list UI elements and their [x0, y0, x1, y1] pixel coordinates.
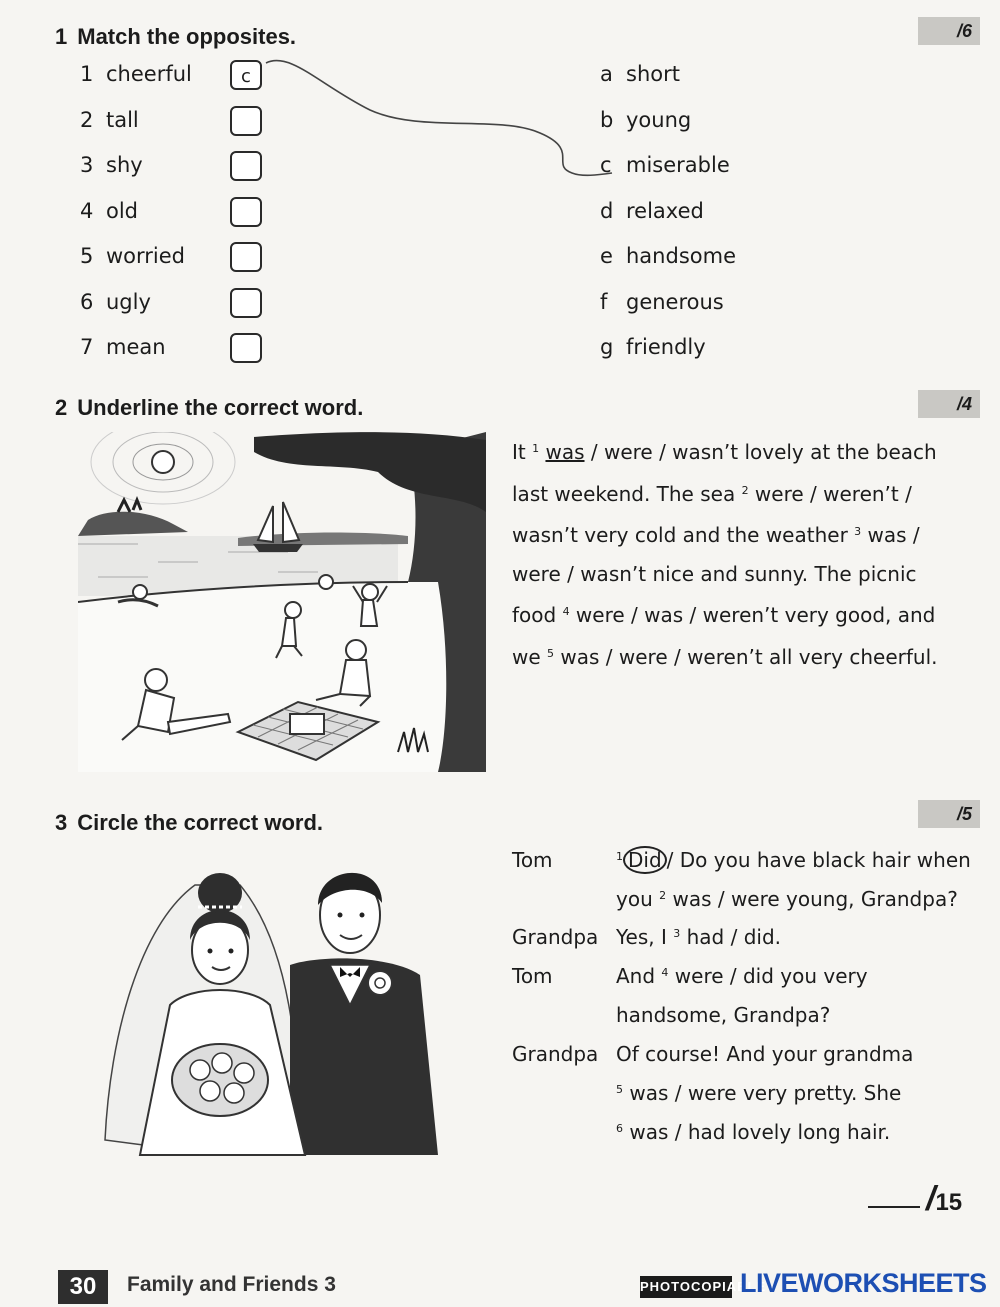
line-options[interactable]: was / were / weren’t all very cheerful.: [554, 644, 938, 669]
match-option: [600, 244, 736, 268]
item-word: worried: [106, 244, 186, 268]
line-text[interactable]: Yes, I: [616, 925, 674, 949]
line-text[interactable]: was / had lovely long hair.: [623, 1120, 891, 1144]
line-options[interactable]: were / weren’t /: [748, 481, 912, 506]
dialogue-line: [616, 1081, 901, 1105]
underlined-answer[interactable]: was: [545, 440, 585, 464]
item-word: shy: [106, 153, 143, 177]
line-options[interactable]: was / were young, Grandpa?: [666, 887, 958, 911]
option-word: short: [626, 62, 680, 86]
answer-box[interactable]: [230, 288, 262, 318]
ball-icon: [319, 575, 333, 589]
match-item: [80, 153, 143, 177]
section-number: 2: [55, 395, 68, 420]
passage-line: [512, 593, 937, 635]
answer-box[interactable]: [230, 106, 262, 136]
match-item: [80, 290, 151, 314]
section-1-score: /6: [918, 17, 980, 45]
gap-number: 3: [673, 927, 681, 940]
option-letter: f: [600, 290, 608, 314]
speaker-name: Grandpa: [512, 925, 599, 949]
line-text[interactable]: And: [616, 964, 662, 988]
total-score: [868, 1180, 962, 1219]
line-text[interactable]: you: [616, 887, 660, 911]
beach-illustration: [78, 432, 486, 772]
line-text: food: [512, 603, 563, 628]
match-line: [260, 55, 620, 185]
line-text: last weekend. The sea: [512, 481, 742, 506]
answer-box[interactable]: c: [230, 60, 262, 90]
section-3-heading: [55, 810, 323, 836]
match-item: [80, 244, 185, 268]
line-options[interactable]: were / did you very: [668, 964, 868, 988]
item-word: ugly: [106, 290, 151, 314]
dialogue-line: [616, 887, 958, 911]
passage-line: [512, 513, 937, 555]
gap-number: 2: [741, 483, 749, 497]
line-text: It: [512, 440, 533, 464]
option-word: friendly: [626, 335, 706, 359]
item-word: mean: [106, 335, 166, 359]
total-slash: /: [926, 1180, 936, 1218]
bouquet-icon: [172, 1044, 268, 1116]
gap-number: 2: [659, 889, 667, 902]
passage-line: [512, 635, 937, 677]
option-letter: b: [600, 108, 614, 132]
gap-number: 1: [532, 442, 540, 455]
passage-text: [512, 430, 937, 677]
item-number: 3: [80, 153, 94, 177]
section-2-heading: [55, 395, 363, 421]
match-item: [80, 335, 166, 359]
gap-number: 3: [854, 525, 862, 539]
dialogue-line: [616, 1042, 913, 1066]
wedding-illustration: [100, 855, 445, 1163]
line-options[interactable]: were / was / weren’t very good, and: [569, 603, 936, 628]
gap-number: 4: [661, 966, 669, 979]
item-word: old: [106, 199, 139, 223]
option-letter: d: [600, 199, 614, 223]
item-number: 2: [80, 108, 94, 132]
gap-number: 1: [616, 850, 623, 863]
item-word: cheerful: [106, 62, 192, 86]
liveworksheets-logo: LIVEWORKSHEETS: [740, 1268, 987, 1298]
item-number: 6: [80, 290, 94, 314]
dialogue-line: [616, 848, 971, 872]
page-number: 30: [58, 1270, 108, 1304]
item-word: tall: [106, 108, 139, 132]
speaker-name: Tom: [512, 848, 553, 872]
book-title: Family and Friends 3: [127, 1273, 336, 1296]
option-word: miserable: [626, 153, 730, 177]
line-text: wasn’t very cold and the weather: [512, 523, 855, 548]
speaker-name: Grandpa: [512, 1042, 599, 1066]
match-item: [80, 108, 139, 132]
line-text: we: [512, 644, 548, 669]
match-item: [80, 199, 138, 223]
line-text[interactable]: / Do you have black hair when: [666, 848, 971, 872]
speaker-name: Tom: [512, 964, 553, 988]
total-blank[interactable]: [868, 1206, 920, 1208]
passage-line: [512, 430, 937, 472]
match-option: [600, 199, 704, 223]
line-text[interactable]: Of course! And your grandma: [616, 1042, 914, 1066]
photocopiable-label: PHOTOCOPIABLE: [640, 1276, 732, 1298]
section-title: Circle the correct word.: [77, 810, 323, 835]
gap-number: 5: [547, 646, 555, 660]
item-number: 4: [80, 199, 94, 223]
line-text[interactable]: handsome, Grandpa?: [616, 1003, 831, 1027]
line-text: were / wasn’t nice and sunny. The picnic: [512, 561, 917, 586]
section-number: 1: [55, 24, 68, 49]
total-value: 15: [935, 1189, 963, 1216]
answer-box[interactable]: [230, 333, 262, 363]
section-2-score: /4: [918, 390, 980, 418]
match-option: [600, 290, 724, 314]
option-letter: c: [600, 153, 612, 177]
option-letter: g: [600, 335, 614, 359]
option-letter: e: [600, 244, 613, 268]
section-number: 3: [55, 810, 68, 835]
option-letter: a: [600, 62, 613, 86]
gap-number: 4: [562, 605, 570, 619]
item-number: 1: [80, 62, 94, 86]
gap-number: 5: [616, 1083, 623, 1096]
dialogue-line: [616, 964, 868, 988]
dialogue-line: [616, 1120, 890, 1144]
answer-box[interactable]: [230, 197, 262, 227]
option-word: relaxed: [626, 199, 704, 223]
gap-number: 6: [616, 1122, 623, 1135]
passage-line: [512, 472, 937, 514]
section-title: Underline the correct word.: [77, 395, 364, 420]
item-number: 5: [80, 244, 94, 268]
section-title: Match the opposites.: [77, 24, 297, 49]
option-word: young: [626, 108, 692, 132]
answer-box[interactable]: [230, 242, 262, 272]
option-word: generous: [626, 290, 724, 314]
circled-answer[interactable]: Did: [623, 846, 667, 874]
item-number: 7: [80, 335, 94, 359]
dialogue-line: [616, 925, 781, 949]
answer-box[interactable]: [230, 151, 262, 181]
dialogue-line: [616, 1003, 830, 1027]
section-3-score: /5: [918, 800, 980, 828]
option-word: handsome: [626, 244, 736, 268]
section-1-heading: [55, 24, 296, 50]
line-options[interactable]: was /: [861, 523, 920, 548]
match-item: [80, 62, 192, 86]
line-text[interactable]: was / were very pretty. She: [623, 1081, 902, 1105]
line-options[interactable]: had / did.: [680, 925, 782, 949]
match-option: [600, 335, 706, 359]
line-options[interactable]: / were / wasn’t lovely at the beach: [584, 440, 937, 464]
passage-line: [512, 555, 937, 594]
